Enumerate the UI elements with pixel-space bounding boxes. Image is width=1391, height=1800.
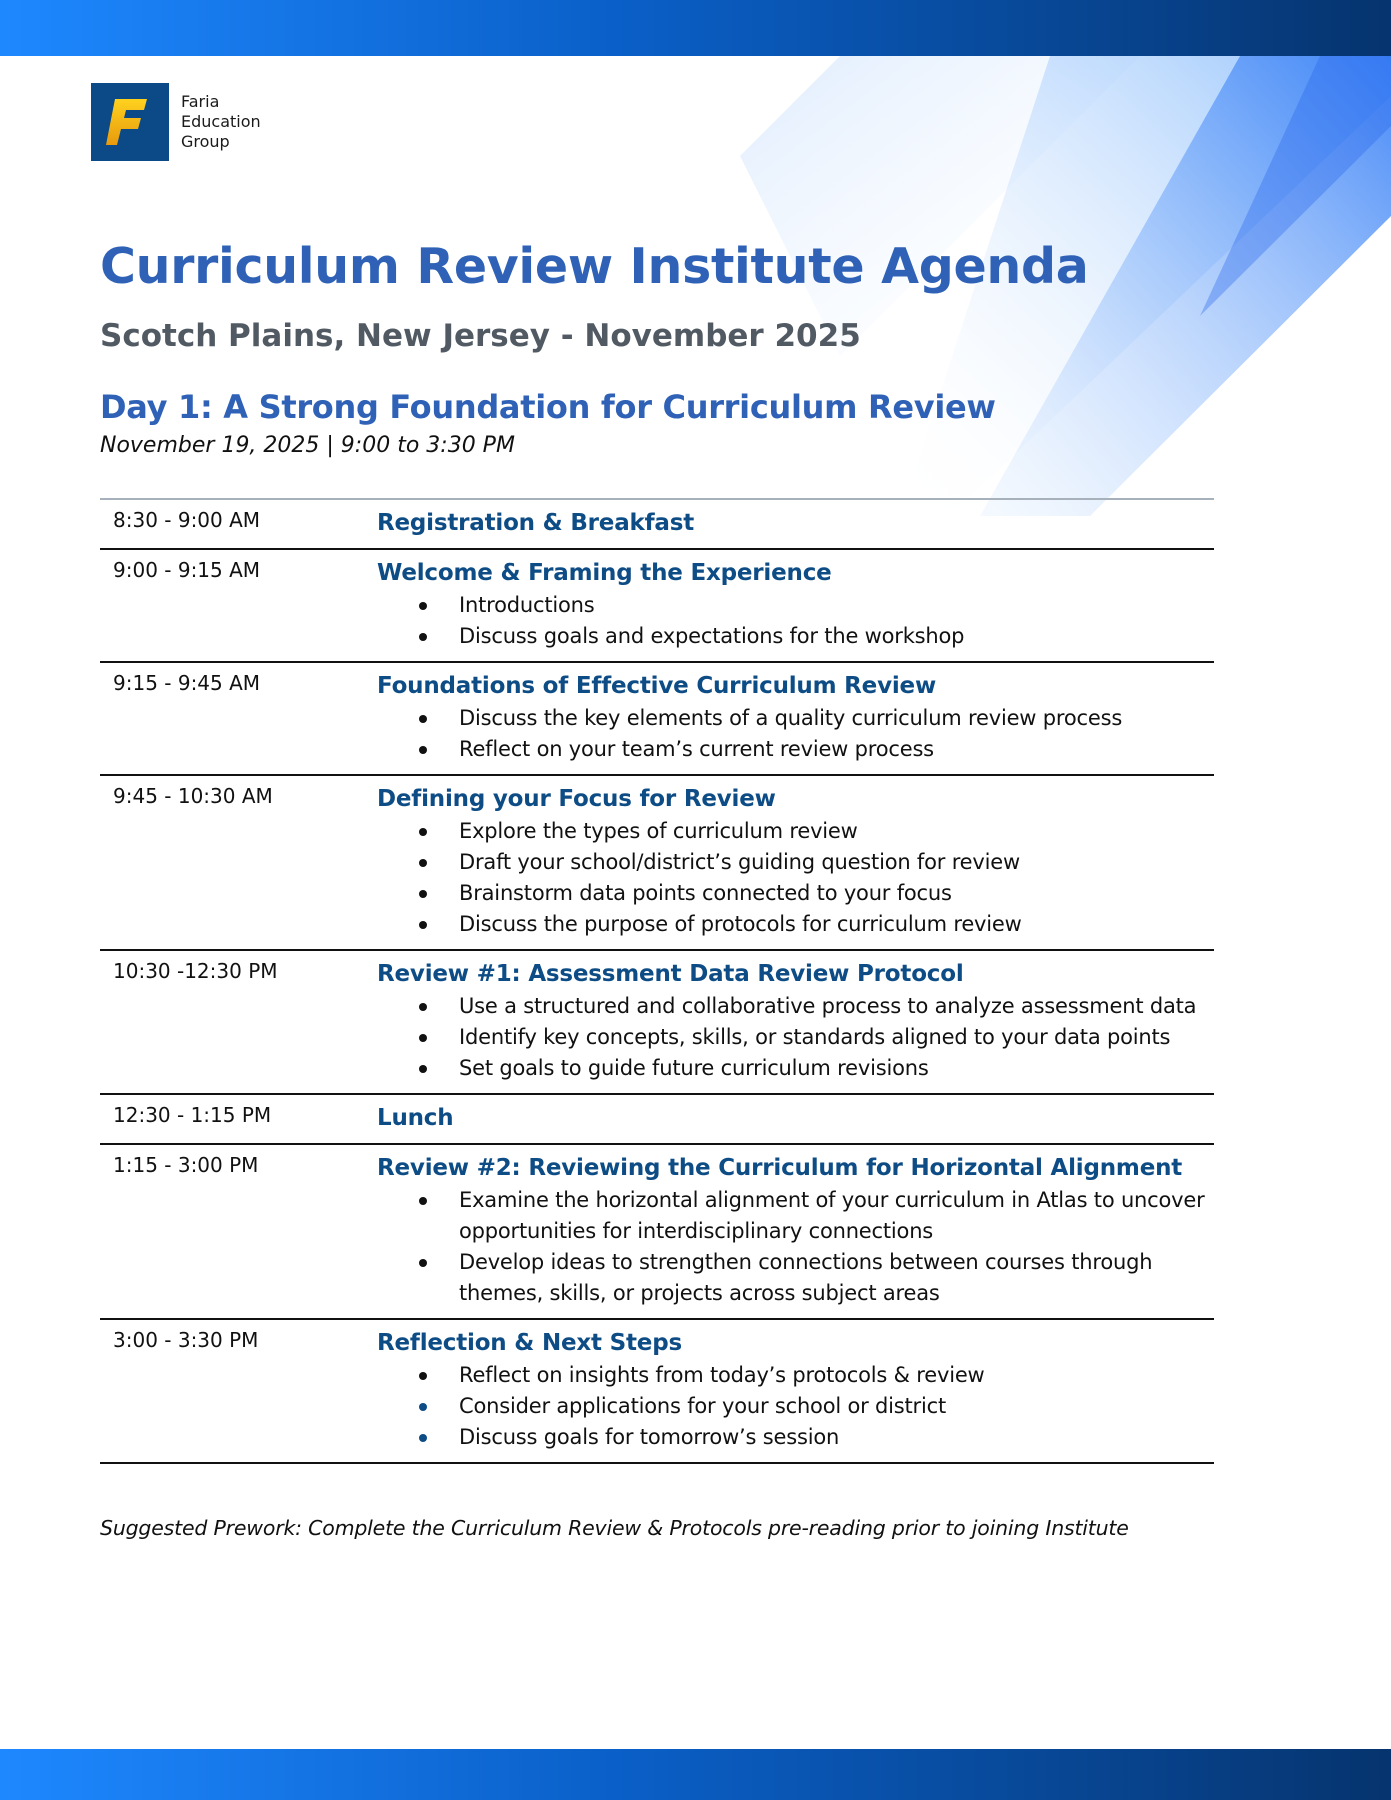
bullet-dot-icon [419,1197,427,1205]
agenda-session-title: Defining your Focus for Review [377,786,776,812]
agenda-bullet [377,1053,1214,1084]
agenda-bullet [377,1185,1214,1247]
agenda-session-title: Review #2: Reviewing the Curriculum for Horizontal Alignment [377,1155,1183,1181]
agenda-row [100,663,1214,776]
logo-wordmark [181,92,261,152]
agenda-bullet-text: Use a structured and collaborative process to analyze assessment data [459,994,1197,1018]
agenda-bullet-text: Examine the horizontal alignment of your curriculum in Atlas to uncover opportunities for interdisciplinary connections [459,1188,1205,1243]
agenda-bullet [377,991,1214,1022]
agenda-bullet-list [377,703,1214,765]
bullet-dot-icon [419,1403,427,1411]
agenda-session-title: Lunch [377,1105,454,1131]
agenda-bullet [377,909,1214,940]
faria-f-logo-icon [91,83,169,161]
page-subtitle: Scotch Plains, New Jersey - November 2025 [100,318,861,354]
bullet-dot-icon [419,1065,427,1073]
agenda-time: 9:00 - 9:15 AM [113,558,261,582]
prework-note: Suggested Prework: Complete the Curriculum Review & Protocols pre-reading prior to joining Institute [100,1516,1129,1540]
agenda-time: 1:15 - 3:00 PM [113,1153,259,1177]
agenda-time: 10:30 -12:30 PM [113,959,278,983]
agenda-bullet-list [377,590,1214,652]
agenda-session-title: Registration & Breakfast [377,510,695,536]
agenda-bullet [377,621,1214,652]
logo-line: Faria [181,92,220,111]
agenda-bullet-text: Set goals to guide future curriculum revisions [459,1056,929,1080]
agenda-session-title: Reflection & Next Steps [377,1330,682,1356]
agenda-bullet [377,878,1214,909]
agenda-bullet-text: Reflect on insights from today’s protocols & review [459,1363,985,1387]
agenda-bullet [377,847,1214,878]
bullet-dot-icon [419,828,427,836]
agenda-row [100,550,1214,663]
agenda-bullet-text: Explore the types of curriculum review [459,819,858,843]
agenda-bullet-text: Introductions [459,593,595,617]
agenda-time: 3:00 - 3:30 PM [113,1328,259,1352]
agenda-session-title: Review #1: Assessment Data Review Protocol [377,961,964,987]
bullet-dot-icon [419,1434,427,1442]
agenda-bullet-text: Identify key concepts, skills, or standards aligned to your data points [459,1025,1171,1049]
bullet-dot-icon [419,921,427,929]
agenda-bullet-list [377,1360,1214,1453]
bullet-dot-icon [419,633,427,641]
bullet-dot-icon [419,1003,427,1011]
agenda-bullet [377,1022,1214,1053]
agenda-session-title: Foundations of Effective Curriculum Review [377,673,937,699]
agenda-row [100,500,1214,550]
agenda-bullet [377,703,1214,734]
agenda-bullet-text: Develop ideas to strengthen connections between courses through themes, skills, or projects across subject areas [459,1250,1153,1305]
agenda-bullet [377,1247,1214,1309]
bullet-dot-icon [419,746,427,754]
agenda-row [100,1320,1214,1464]
agenda-bullet [377,590,1214,621]
bullet-dot-icon [419,1259,427,1267]
agenda-bullet-text: Draft your school/district’s guiding question for review [459,850,1020,874]
agenda-time: 9:15 - 9:45 AM [113,671,261,695]
agenda-bullet [377,1360,1214,1391]
agenda-bullet-list [377,1185,1214,1309]
logo-line: Group [181,132,230,151]
bullet-dot-icon [419,1372,427,1380]
agenda-bullet-text: Brainstorm data points connected to your focus [459,881,952,905]
top-banner [0,0,1391,56]
agenda-time: 9:45 - 10:30 AM [113,784,273,808]
agenda-bullet-text: Discuss goals for tomorrow’s session [459,1425,840,1449]
agenda-bullet-text: Discuss the key elements of a quality curriculum review process [459,706,1123,730]
bullet-dot-icon [419,859,427,867]
agenda-row [100,1095,1214,1145]
agenda-bullet [377,1422,1214,1453]
logo-line: Education [181,112,261,131]
agenda-row [100,776,1214,951]
agenda-time: 12:30 - 1:15 PM [113,1103,272,1127]
faria-logo [91,83,169,161]
agenda-bullet [377,1391,1214,1422]
day-date: November 19, 2025 | 9:00 to 3:30 PM [100,433,515,458]
agenda-bullet-text: Discuss goals and expectations for the workshop [459,624,965,648]
agenda-bullet-list [377,816,1214,940]
agenda-bullet-text: Consider applications for your school or district [459,1394,947,1418]
bullet-dot-icon [419,602,427,610]
agenda-bullet [377,734,1214,765]
agenda-time: 8:30 - 9:00 AM [113,508,261,532]
bullet-dot-icon [419,1034,427,1042]
day-heading: Day 1: A Strong Foundation for Curriculum Review [100,388,996,426]
agenda-bullet [377,816,1214,847]
agenda-bullet-list [377,991,1214,1084]
bullet-dot-icon [419,890,427,898]
agenda-session-title: Welcome & Framing the Experience [377,560,832,586]
agenda-row [100,1145,1214,1320]
agenda-row [100,951,1214,1095]
bullet-dot-icon [419,715,427,723]
agenda-bullet-text: Reflect on your team’s current review process [459,737,934,761]
agenda-bullet-text: Discuss the purpose of protocols for curriculum review [459,912,1022,936]
page-title: Curriculum Review Institute Agenda [100,238,1089,295]
bottom-banner [0,1749,1391,1800]
agenda-table [100,498,1214,1464]
